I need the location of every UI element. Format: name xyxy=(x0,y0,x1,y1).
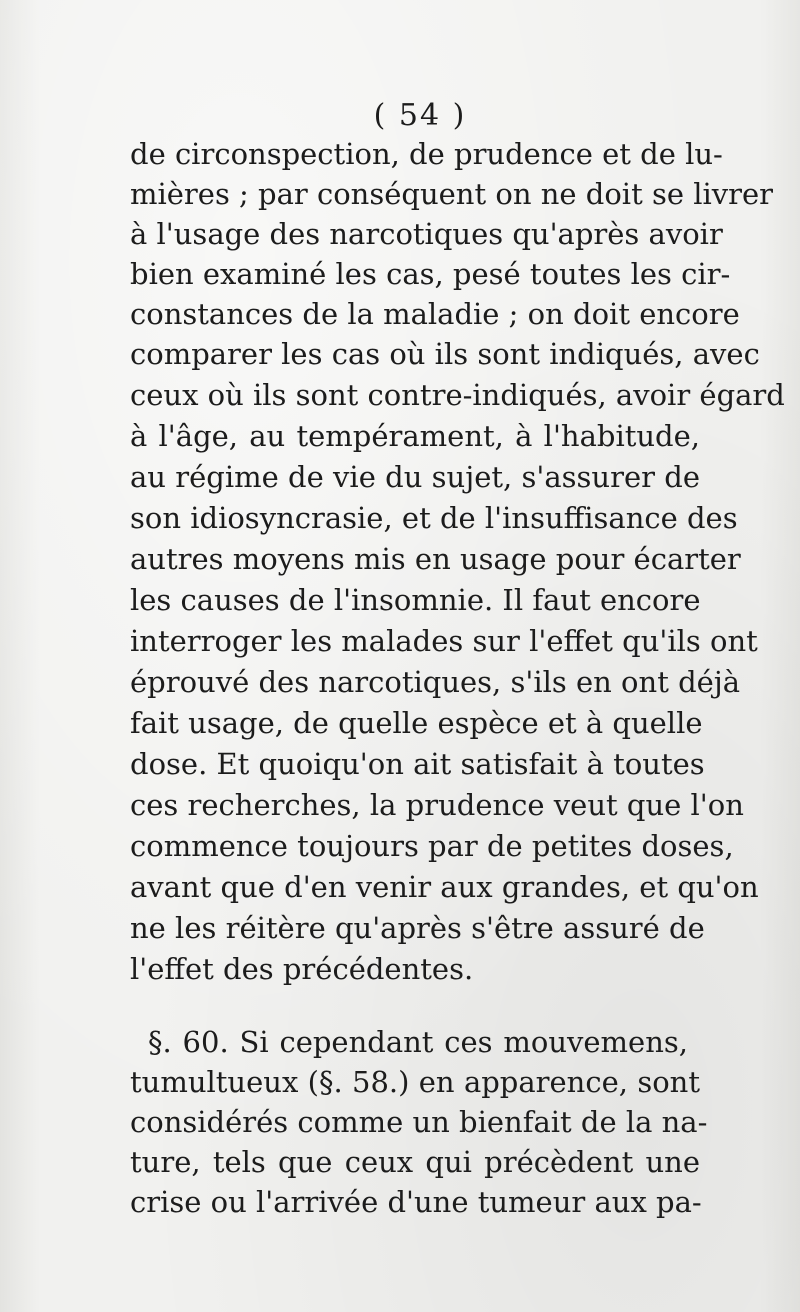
text-line: à l'âge, au tempérament, à l'habitude, xyxy=(130,419,700,453)
text-line: son idiosyncrasie, et de l'insuffisance des xyxy=(130,501,738,535)
text-line: interroger les malades sur l'effet qu'ils ont xyxy=(130,624,758,658)
text-line: éprouvé des narcotiques, s'ils en ont déjà xyxy=(130,665,741,699)
text-line: ne les réitère qu'après s'être assuré de xyxy=(130,911,705,945)
text-line: tumultueux (§. 58.) en apparence, sont xyxy=(130,1065,700,1099)
text-line: ces recherches, la prudence veut que l'on xyxy=(130,788,744,822)
text-line: fait usage, de quelle espèce et à quelle xyxy=(130,706,703,740)
text-line: comparer les cas où ils sont indiqués, avec xyxy=(130,337,760,371)
text-line: autres moyens mis en usage pour écarter xyxy=(130,542,741,576)
text-line: ceux où ils sont contre-indiqués, avoir égard xyxy=(130,378,785,412)
text-line: avant que d'en venir aux grandes, et qu'on xyxy=(130,870,759,904)
page-number: ( 54 ) xyxy=(373,98,467,133)
text-line: commence toujours par de petites doses, xyxy=(130,829,734,863)
text-line: au régime de vie du sujet, s'assurer de xyxy=(130,460,700,494)
text-line: à l'usage des narcotiques qu'après avoir xyxy=(130,217,723,251)
text-line: mières ; par conséquent on ne doit se livrer xyxy=(130,177,774,211)
text-line: crise ou l'arrivée d'une tumeur aux pa- xyxy=(130,1185,702,1219)
section-heading-line: §. 60. Si cependant ces mouvemens, xyxy=(148,1025,688,1059)
text-line: l'effet des précédentes. xyxy=(130,952,474,986)
text-line: considérés comme un bienfait de la na- xyxy=(130,1105,708,1139)
text-line: bien examiné les cas, pesé toutes les cir- xyxy=(130,257,731,291)
text-line: les causes de l'insomnie. Il faut encore xyxy=(130,583,701,617)
text-line: dose. Et quoiqu'on ait satisfait à toutes xyxy=(130,747,705,781)
text-line: ture, tels que ceux qui précèdent une xyxy=(130,1145,700,1179)
text-line: constances de la maladie ; on doit encore xyxy=(130,297,740,331)
text-line: de circonspection, de prudence et de lu- xyxy=(130,137,723,171)
